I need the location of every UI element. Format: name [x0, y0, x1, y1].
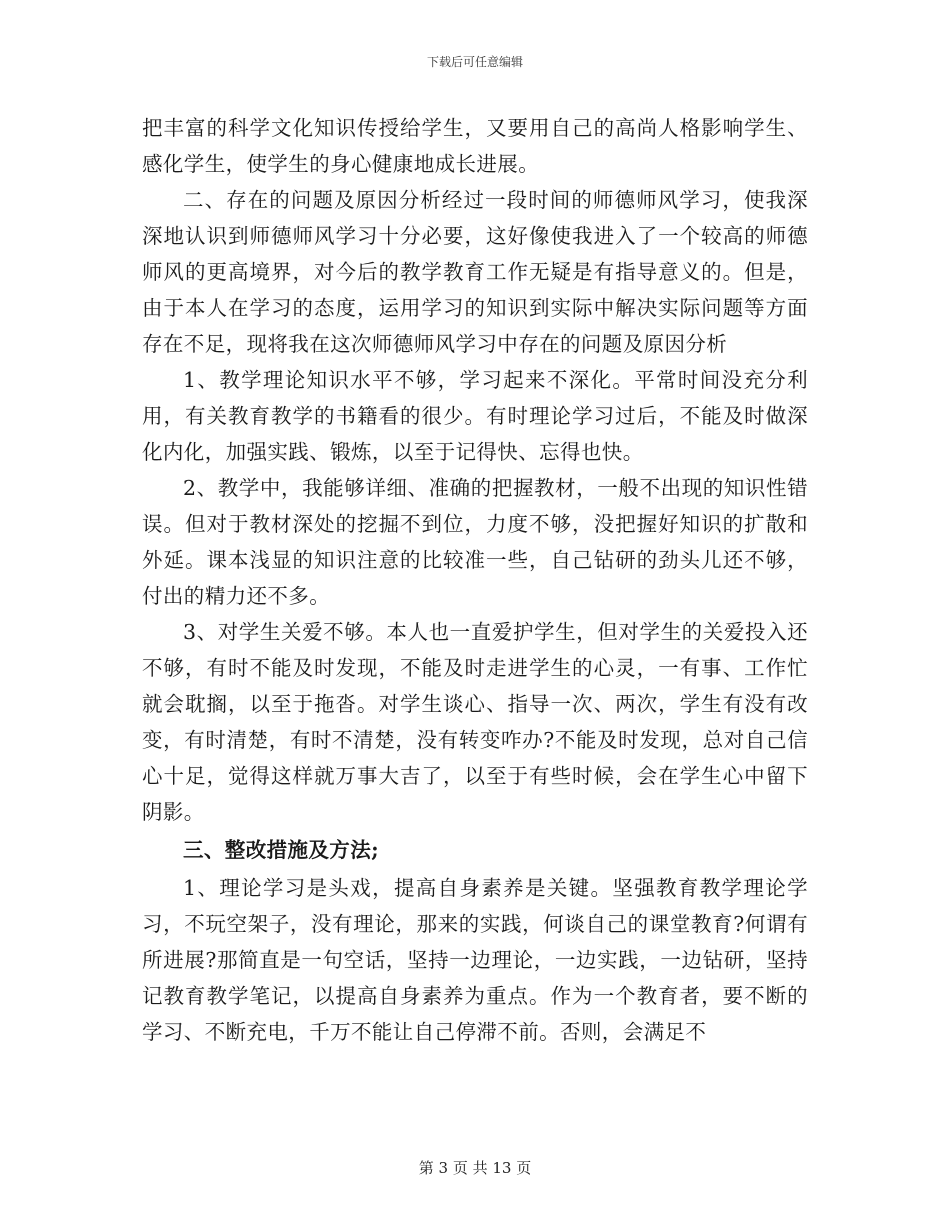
page-header-note: 下载后可任意编辑: [426, 55, 523, 69]
page-number-footer: 第 3 页 共 13 页: [418, 1159, 532, 1177]
paragraph-problems-analysis: 二、存在的问题及原因分析经过一段时间的师德师风学习，使我深深地认识到师德师风学习十分必要，这好像使我进入了一个较高的师德师风的更高境界，对今后的教学教育工作无疑是有指导意义的。但是，由于本人在学习的态度，运用学习的知识到实际中解决实际问题等方面存在不足，现将我在这次师德师风学习中存在的问题及原因分析: [142, 188, 808, 356]
document-body: [142, 110, 808, 1050]
section-heading-measures: 三、整改措施及方法;: [183, 838, 380, 862]
paragraph-continuation: 把丰富的科学文化知识传授给学生，又要用自己的高尚人格影响学生、感化学生，使学生的身心健康地成长进展。: [142, 116, 808, 176]
paragraph-item-1: 1、教学理论知识水平不够，学习起来不深化。平常时间没充分利用，有关教育教学的书籍看的很少。有时理论学习过后，不能及时做深化内化，加强实践、锻炼，以至于记得快、忘得也快。: [142, 368, 808, 464]
paragraph-measure-1: 1、理论学习是头戏，提高自身素养是关键。坚强教育教学理论学习，不玩空架子，没有理论，那来的实践，何谈自己的课堂教育?何谓有所进展?那简直是一句空话，坚持一边理论，一边实践，一边钻研，坚持记教育教学笔记，以提高自身素养为重点。作为一个教育者，要不断的学习、不断充电，千万不能让自己停滞不前。否则，会满足不: [142, 876, 808, 1044]
paragraph-item-3: 3、对学生关爱不够。本人也一直爱护学生，但对学生的关爱投入还不够，有时不能及时发现，不能及时走进学生的心灵，一有事、工作忙就会耽搁，以至于拖沓。对学生谈心、指导一次、两次，学生有没有改变，有时清楚，有时不清楚，没有转变咋办?不能及时发现，总对自己信心十足，觉得这样就万事大吉了，以至于有些时候，会在学生心中留下阴影。: [142, 620, 808, 824]
paragraph-item-2: 2、教学中，我能够详细、准确的把握教材，一般不出现的知识性错误。但对于教材深处的挖掘不到位，力度不够，没把握好知识的扩散和外延。课本浅显的知识注意的比较准一些，自己钻研的劲头儿还不够，付出的精力还不多。: [142, 476, 808, 608]
